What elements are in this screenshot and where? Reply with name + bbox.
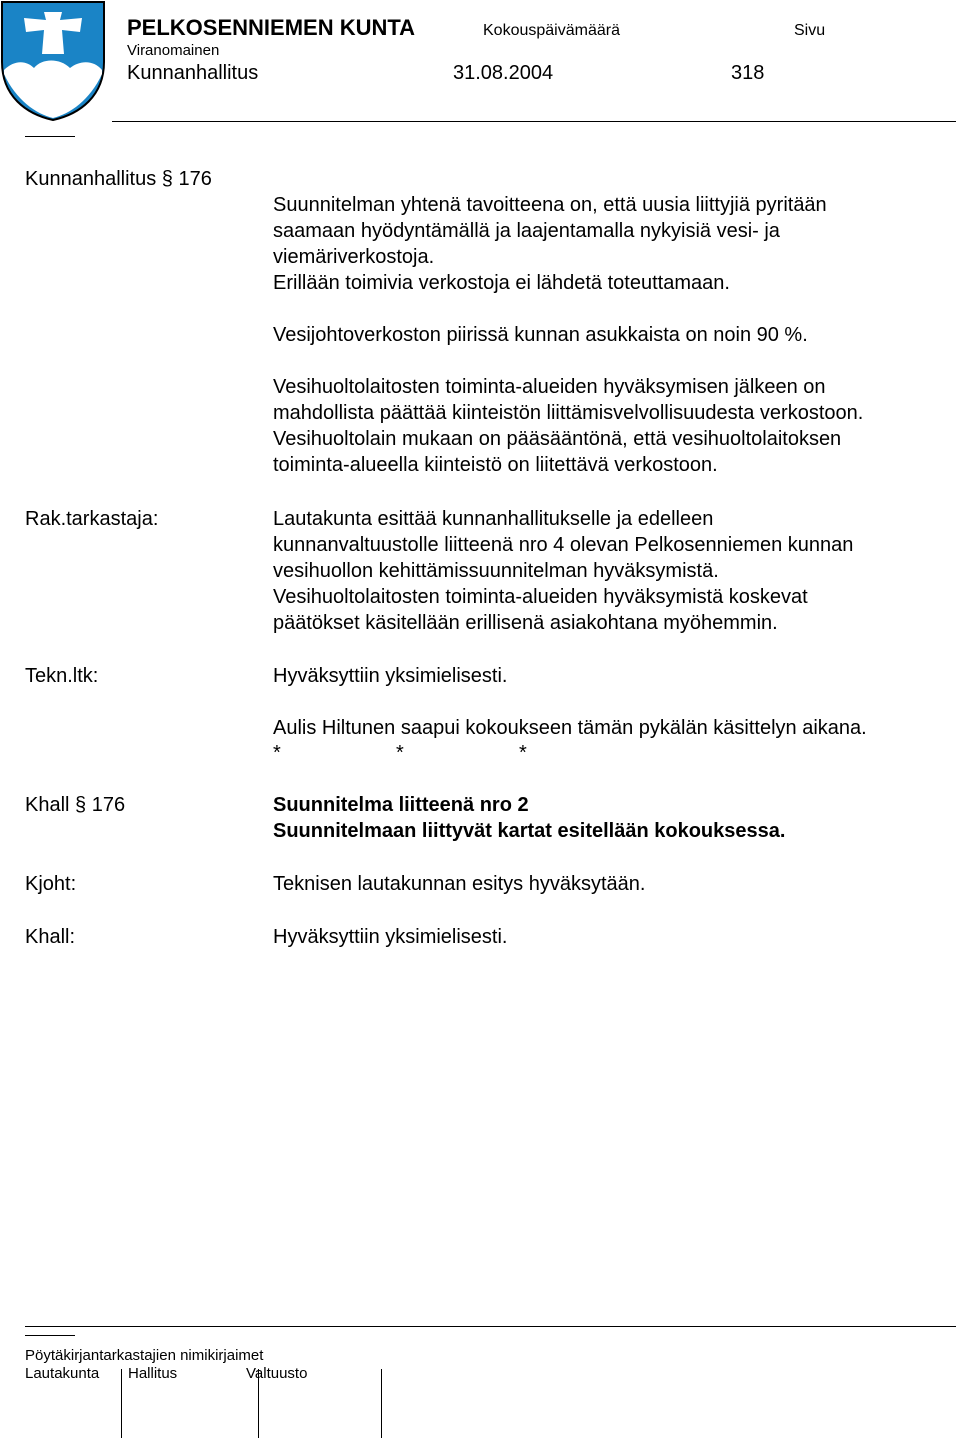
text-line: Vesihuoltolaitosten toiminta-alueiden hyväksymisen jälkeen on bbox=[273, 376, 826, 398]
footer-divider-short bbox=[25, 1335, 75, 1336]
signature-column-lautakunta: Lautakunta bbox=[25, 1365, 100, 1382]
text-line: Vesihuoltolain mukaan on pääsääntönä, että vesihuoltolaitoksen bbox=[273, 428, 842, 450]
tekn-ltk-label: Tekn.ltk: bbox=[25, 665, 99, 687]
page-number: 318 bbox=[731, 62, 765, 84]
kjoht-label: Kjoht: bbox=[25, 873, 77, 895]
signature-column-valtuusto: Valtuusto bbox=[246, 1365, 308, 1382]
paragraph-attendance bbox=[273, 715, 953, 741]
text-line: Suunnitelman yhtenä tavoitteena on, että uusia liittyjiä pyritään bbox=[273, 194, 827, 216]
signatures-label: Pöytäkirjantarkastajien nimikirjaimet bbox=[25, 1347, 264, 1364]
paragraph-board-proposal bbox=[273, 506, 953, 636]
meeting-date: 31.08.2004 bbox=[453, 62, 554, 84]
kh-heading: Kunnanhallitus § 176 bbox=[25, 168, 212, 190]
rak-tarkastaja-label: Rak.tarkastaja: bbox=[25, 508, 159, 530]
text-line: viemäriverkostoja. bbox=[273, 246, 435, 268]
khall-decision: Hyväksyttiin yksimielisesti. bbox=[273, 926, 508, 948]
text-line: mahdollista päättää kiinteistön liittämisvelvollisuudesta verkostoon. bbox=[273, 402, 864, 424]
header-divider-short bbox=[25, 136, 75, 137]
paragraph-goal bbox=[273, 192, 953, 296]
paragraph-approved bbox=[273, 663, 953, 689]
signature-box-divider bbox=[381, 1369, 382, 1438]
text-line: Aulis Hiltunen saapui kokoukseen tämän pykälän käsittelyn aikana. bbox=[273, 717, 867, 739]
organization-name: PELKOSENNIEMEN KUNTA bbox=[127, 15, 416, 40]
text-line: Hyväksyttiin yksimielisesti. bbox=[273, 665, 508, 687]
text-line: Erillään toimivia verkostoja ei lähdetä toteuttamaan. bbox=[273, 272, 730, 294]
khall-label: Khall: bbox=[25, 926, 76, 948]
text-line: päätökset käsitellään erillisenä asiakohtana myöhemmin. bbox=[273, 612, 778, 634]
text-line: toiminta-alueella kiinteistö on liitettävä verkostoon. bbox=[273, 454, 718, 476]
signature-column-hallitus: Hallitus bbox=[128, 1365, 178, 1382]
paragraph-connection-duty bbox=[273, 374, 953, 478]
separator-star: * bbox=[396, 742, 404, 764]
text-line: Suunnitelmaan liittyvät kartat esitellään kokouksessa. bbox=[273, 820, 786, 842]
paragraph-coverage bbox=[273, 322, 953, 348]
khall-title bbox=[273, 792, 953, 844]
meeting-date-label: Kokouspäivämäärä bbox=[483, 22, 620, 39]
text-line: Vesijohtoverkoston piirissä kunnan asukkaista on noin 90 %. bbox=[273, 324, 808, 346]
khall-heading: Khall § 176 bbox=[25, 794, 126, 816]
separator-star: * bbox=[519, 742, 527, 764]
text-line: kunnanvaltuustolle liitteenä nro 4 olevan Pelkosenniemen kunnan bbox=[273, 534, 854, 556]
page-label: Sivu bbox=[794, 22, 826, 39]
header-divider bbox=[112, 121, 956, 122]
signature-box-divider bbox=[121, 1369, 122, 1438]
text-line: Suunnitelma liitteenä nro 2 bbox=[273, 794, 529, 816]
authority-label: Viranomainen bbox=[127, 42, 220, 59]
kjoht-text: Teknisen lautakunnan esitys hyväksytään. bbox=[273, 873, 646, 895]
signature-box-divider bbox=[258, 1369, 259, 1438]
text-line: vesihuollon kehittämissuunnitelman hyväksymistä. bbox=[273, 560, 719, 582]
text-line: Lautakunta esittää kunnanhallitukselle ja edelleen bbox=[273, 508, 714, 530]
footer-divider bbox=[25, 1326, 956, 1327]
separator-star: * bbox=[273, 742, 281, 764]
text-line: saamaan hyödyntämällä ja laajentamalla nykyisiä vesi- ja bbox=[273, 220, 780, 242]
text-line: Vesihuoltolaitosten toiminta-alueiden hyväksymistä koskevat bbox=[273, 586, 808, 608]
coat-of-arms-logo bbox=[0, 0, 106, 122]
authority-body: Kunnanhallitus bbox=[127, 62, 259, 84]
